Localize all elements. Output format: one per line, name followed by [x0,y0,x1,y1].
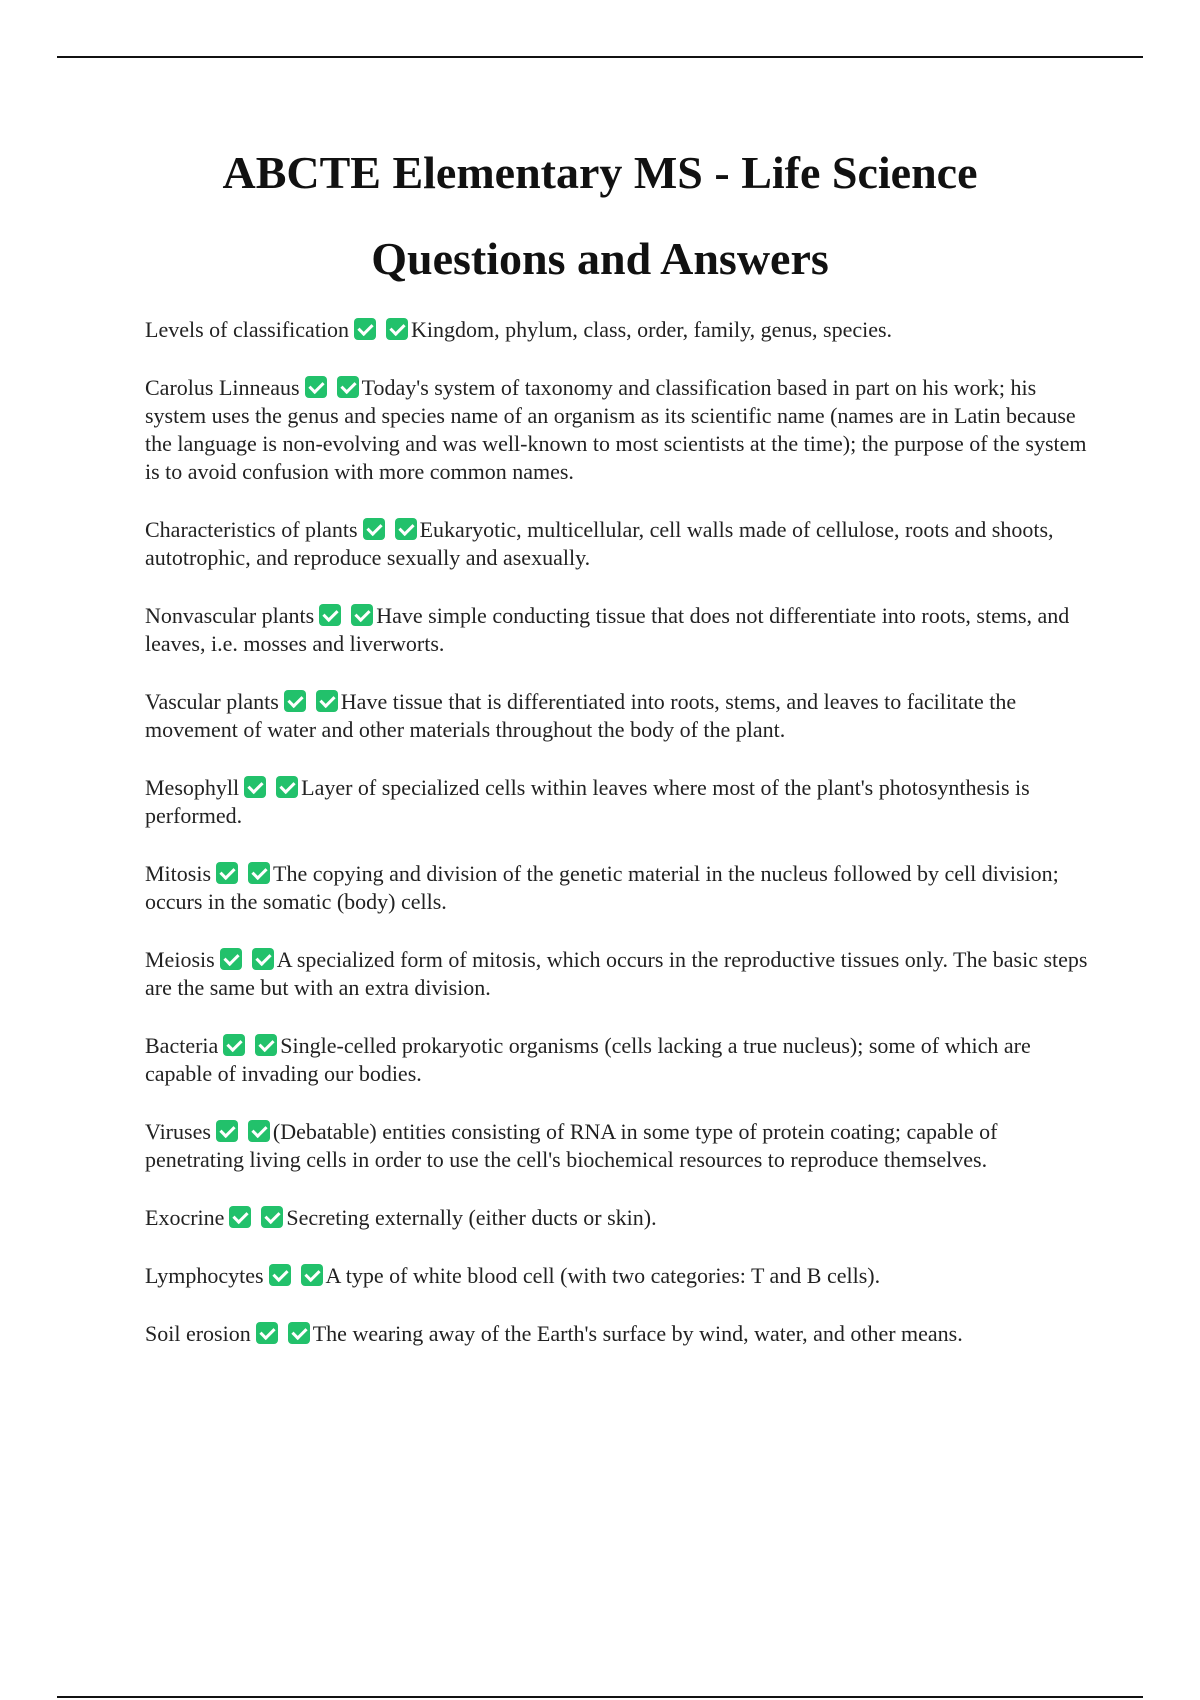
check-box-icon [354,318,376,340]
check-box-icon [252,948,274,970]
check-box-icon [248,1120,270,1142]
qa-answer: The wearing away of the Earth's surface by wind, water, and other means. [312,1321,963,1346]
qa-term: Levels of classification [145,317,350,342]
qa-answer: Have tissue that is differentiated into roots, stems, and leaves to facilitate the movement of water and other materials throughout the body of the plant. [145,689,1017,742]
check-box-icon [248,862,270,884]
check-box-icon [223,1034,245,1056]
qa-term: Mitosis [145,861,212,886]
check-box-icon [220,948,242,970]
check-box-icon [269,1264,291,1286]
qa-term: Soil erosion [145,1321,251,1346]
qa-item [145,516,1090,572]
check-box-icon [386,318,408,340]
check-box-icon [229,1206,251,1228]
check-box-icon [216,1120,238,1142]
qa-item [145,1118,1090,1174]
check-box-icon [319,604,341,626]
qa-answer: A type of white blood cell (with two categories: T and B cells). [325,1263,881,1288]
check-box-icon [395,518,417,540]
qa-answer: Single-celled prokaryotic organisms (cells lacking a true nucleus); some of which are capable of invading our bodies. [145,1033,1031,1086]
check-box-icon [261,1206,283,1228]
qa-answer: Secreting externally (either ducts or skin). [286,1205,657,1230]
check-box-icon [255,1034,277,1056]
qa-item [145,1032,1090,1088]
qa-term: Characteristics of plants [145,517,358,542]
check-box-icon [284,690,306,712]
qa-item [145,316,1090,344]
qa-answer: The copying and division of the genetic material in the nucleus followed by cell division; occurs in the somatic (body) cells. [145,861,1059,914]
qa-item [145,602,1090,658]
title-line-1: ABCTE Elementary MS - Life Science [222,147,978,198]
top-rule [57,56,1143,58]
qa-answer: Kingdom, phylum, class, order, family, genus, species. [411,317,893,342]
qa-term: Nonvascular plants [145,603,315,628]
check-box-icon [244,776,266,798]
qa-term: Meiosis [145,947,215,972]
qa-item [145,1204,1090,1232]
qa-answer: Layer of specialized cells within leaves where most of the plant's photosynthesis is performed. [145,775,1030,828]
check-box-icon [316,690,338,712]
check-box-icon [288,1322,310,1344]
title-line-2: Questions and Answers [371,233,829,284]
qa-item [145,946,1090,1002]
qa-answer: A specialized form of mitosis, which occurs in the reproductive tissues only. The basic steps are the same but with an extra division. [145,947,1088,1000]
check-box-icon [337,376,359,398]
qa-item [145,688,1090,744]
qa-item [145,774,1090,830]
qa-answer: Today's system of taxonomy and classification based in part on his work; his system uses the genus and species name of an organism as its scientific name (names are in Latin because the language is non-evolving and was well-known to most scientists at the time); the purpose of the system is to avoid confusion with more common names. [145,375,1087,484]
qa-item [145,1320,1090,1348]
qa-term: Lymphocytes [145,1263,264,1288]
qa-item [145,1262,1090,1290]
check-box-icon [363,518,385,540]
qa-item [145,860,1090,916]
check-box-icon [216,862,238,884]
qa-list [145,316,1090,1378]
check-box-icon [305,376,327,398]
qa-term: Vascular plants [145,689,279,714]
bottom-rule [57,1696,1143,1698]
check-box-icon [276,776,298,798]
qa-term: Bacteria [145,1033,219,1058]
qa-item [145,374,1090,486]
check-box-icon [351,604,373,626]
qa-term: Carolus Linneaus [145,375,300,400]
qa-term: Mesophyll [145,775,240,800]
check-box-icon [301,1264,323,1286]
qa-term: Viruses [145,1119,211,1144]
qa-answer: (Debatable) entities consisting of RNA in some type of protein coating; capable of penetrating living cells in order to use the cell's biochemical resources to reproduce themselves. [145,1119,998,1172]
qa-answer: Have simple conducting tissue that does not differentiate into roots, stems, and leaves, i.e. mosses and liverworts. [145,603,1070,656]
qa-answer: Eukaryotic, multicellular, cell walls made of cellulose, roots and shoots, autotrophic, and reproduce sexually and asexually. [145,517,1054,570]
check-box-icon [256,1322,278,1344]
qa-term: Exocrine [145,1205,225,1230]
document-title [60,130,1140,302]
